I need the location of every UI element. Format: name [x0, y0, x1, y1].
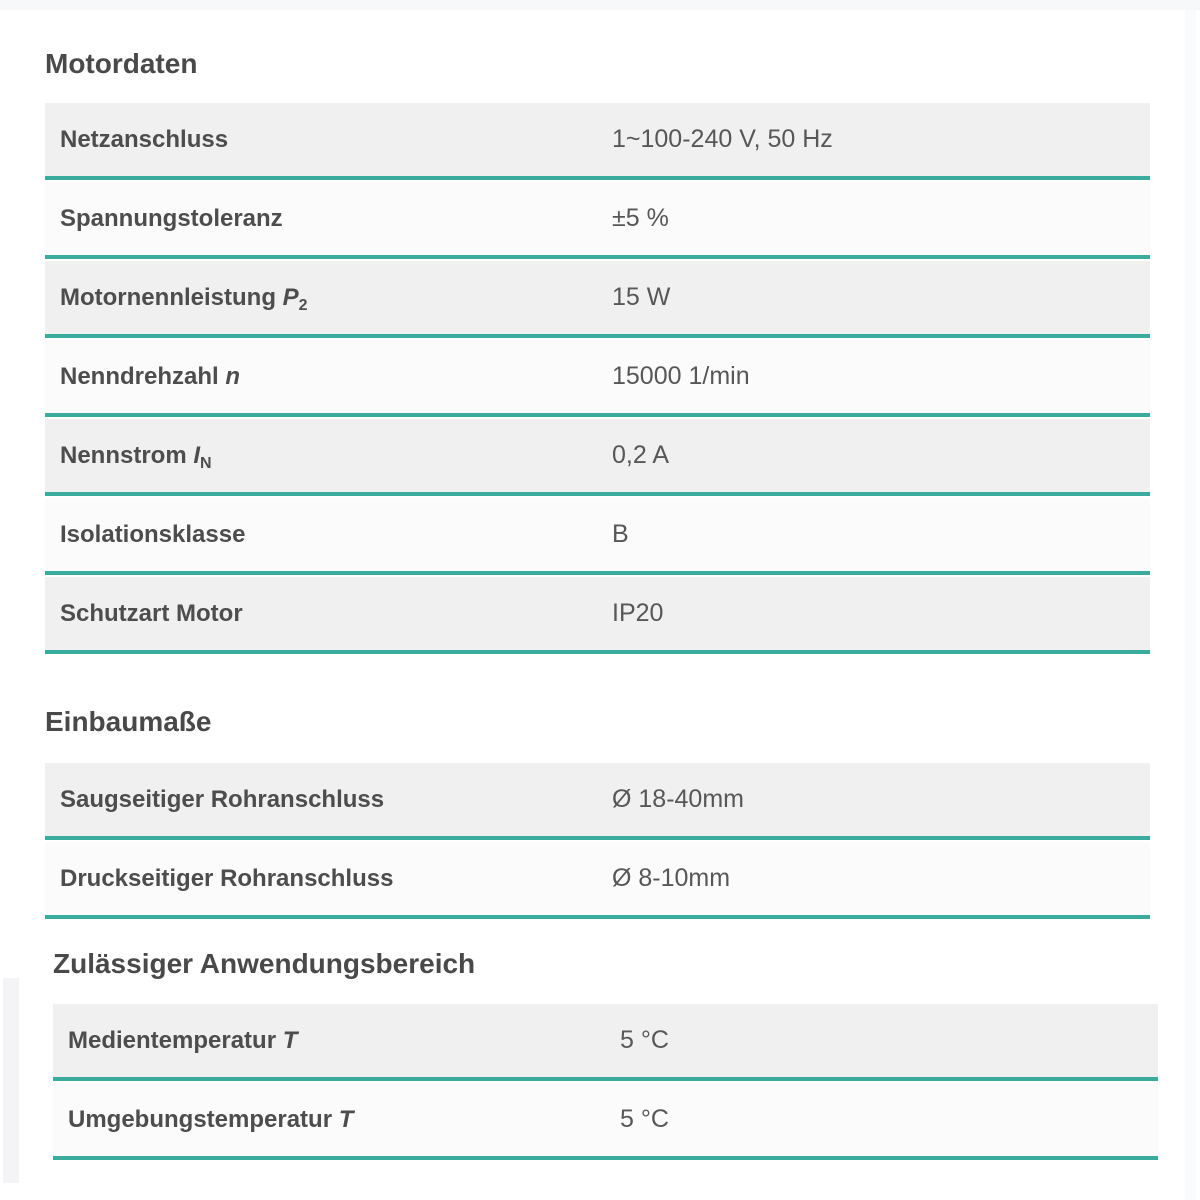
row-label-text: Motornennleistung	[60, 283, 283, 311]
row-label-text: Umgebungstemperatur	[68, 1105, 339, 1133]
table-row	[45, 261, 1150, 338]
section-rows	[45, 763, 1150, 919]
row-label	[45, 284, 612, 312]
table-row	[45, 182, 1150, 259]
row-label-text: Nenndrehzahl	[60, 362, 226, 390]
row-label	[45, 865, 612, 893]
section-title: Motordaten	[45, 48, 198, 79]
row-value: 15000 1/min	[612, 362, 750, 390]
table-row	[45, 419, 1150, 496]
row-label-text: Druckseitiger Rohranschluss	[60, 864, 394, 892]
row-label-text: Schutzart Motor	[60, 599, 243, 627]
row-label-text: Medientemperatur	[68, 1026, 283, 1054]
row-label	[45, 126, 612, 154]
table-row	[53, 1083, 1158, 1160]
row-value: 15 W	[612, 283, 671, 311]
row-label-symbol: I	[193, 441, 201, 469]
table-row	[45, 577, 1150, 654]
row-label	[45, 205, 612, 233]
row-label-text: Spannungstoleranz	[60, 204, 283, 232]
section-title: Einbaumaße	[45, 706, 212, 737]
table-row	[45, 340, 1150, 417]
window-edge-left	[3, 978, 19, 1183]
row-label-text: Nennstrom	[60, 441, 194, 469]
row-label-text: Netzanschluss	[60, 125, 229, 153]
spec-sheet	[45, 0, 1150, 1162]
row-label-symbol: P	[282, 283, 299, 311]
table-row	[45, 842, 1150, 919]
row-label-text: Saugseitiger Rohranschluss	[60, 785, 385, 813]
row-label-text: Isolationsklasse	[60, 520, 246, 548]
row-label-symbol: n	[225, 362, 241, 390]
row-label	[45, 363, 612, 391]
section-rows	[53, 1004, 1158, 1160]
spec-section	[45, 0, 1150, 656]
row-label	[53, 1106, 620, 1134]
row-label-symbol: T	[282, 1026, 298, 1054]
spec-section	[45, 656, 1150, 921]
row-value: Ø 18-40mm	[612, 785, 744, 813]
spec-section	[53, 921, 1158, 1162]
table-row	[53, 1004, 1158, 1081]
row-value: B	[612, 520, 629, 548]
row-value: Ø 8-10mm	[612, 864, 731, 892]
table-row	[45, 103, 1150, 180]
row-value: 1~100-240 V, 50 Hz	[612, 125, 833, 153]
window-edge-right	[1185, 10, 1196, 1200]
row-value: ±5 %	[612, 204, 669, 232]
row-label	[53, 1027, 620, 1055]
section-rows	[45, 103, 1150, 654]
row-value: 5 °C	[620, 1105, 669, 1133]
row-label-subscript: 2	[298, 296, 308, 314]
row-label-subscript: N	[200, 454, 212, 472]
row-label	[45, 786, 612, 814]
row-label-symbol: T	[338, 1105, 354, 1133]
section-title: Zulässiger Anwendungsbereich	[53, 948, 476, 979]
row-value: 0,2 A	[612, 441, 669, 469]
table-row	[45, 763, 1150, 840]
row-label	[45, 600, 612, 628]
row-label	[45, 521, 612, 549]
table-row	[45, 498, 1150, 575]
row-value: 5 °C	[620, 1026, 669, 1054]
row-value: IP20	[612, 599, 664, 627]
row-label	[45, 442, 612, 470]
